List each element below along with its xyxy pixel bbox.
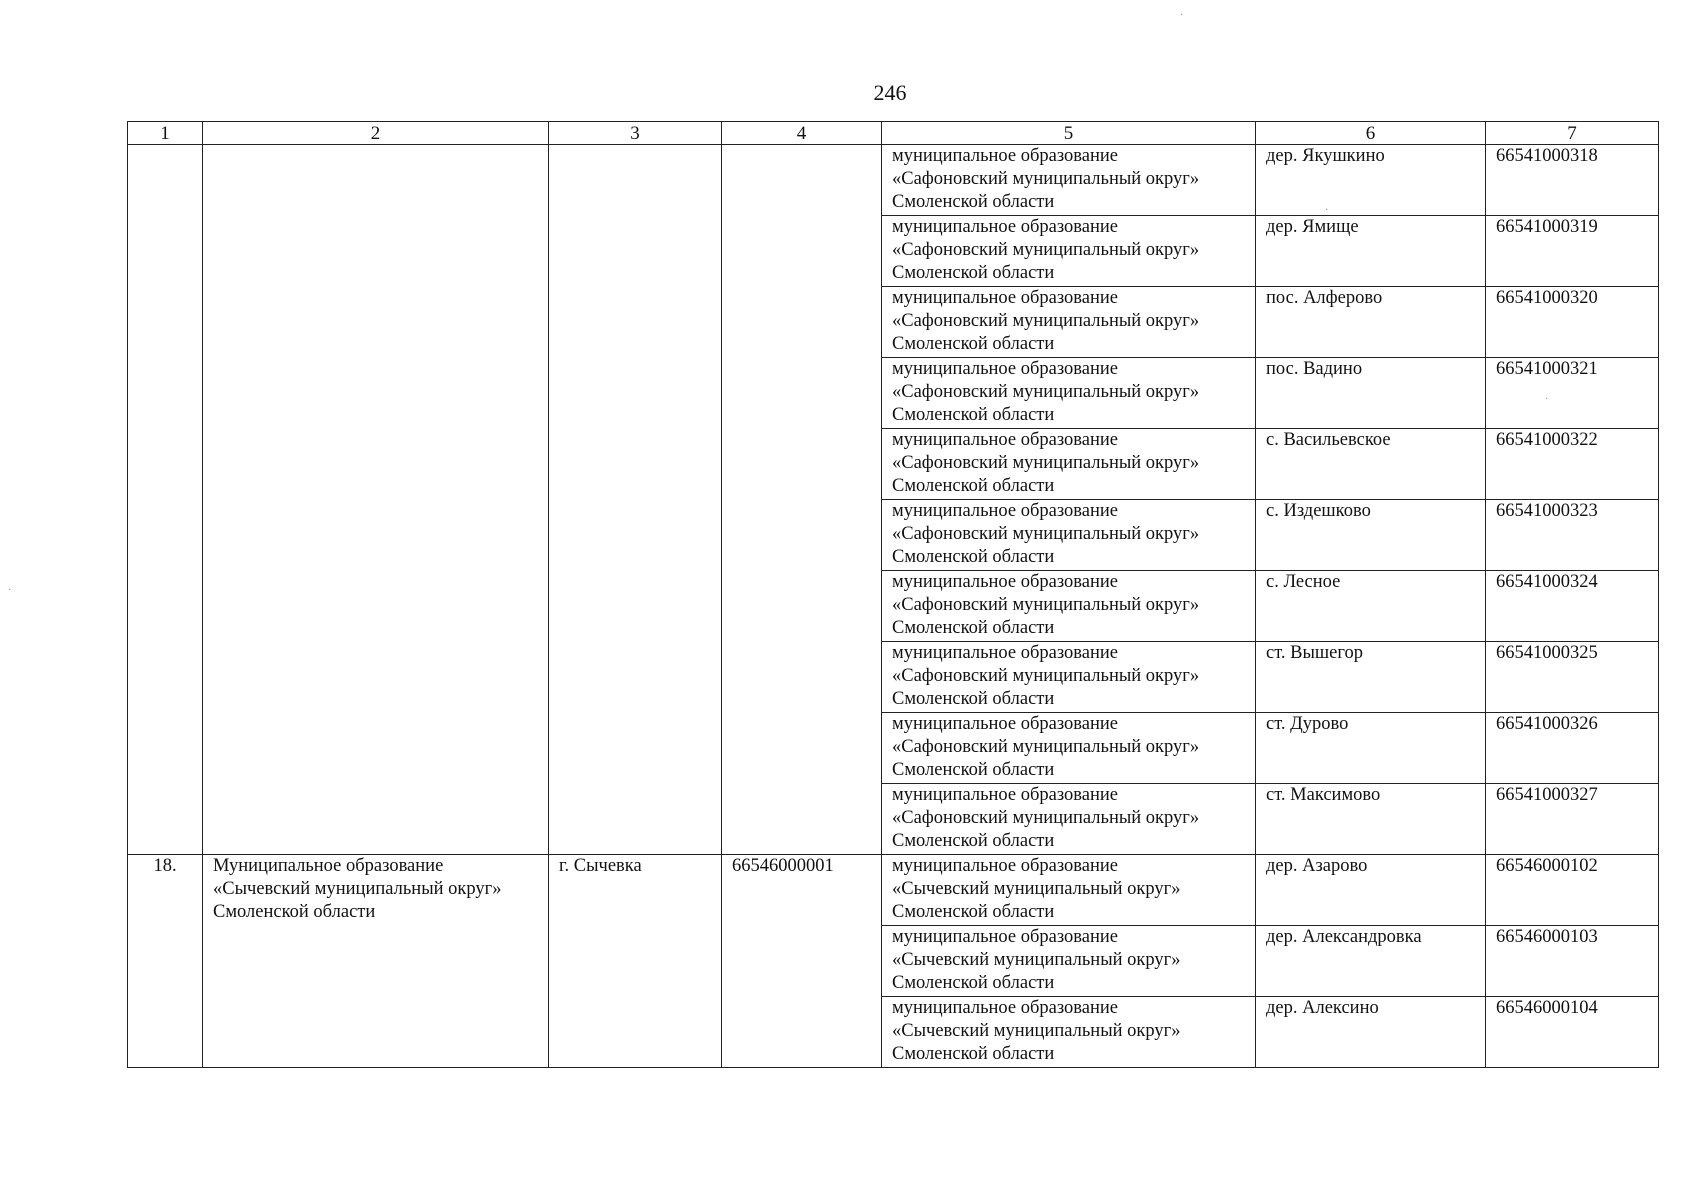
code-cell: 66541000325: [1486, 642, 1659, 713]
column-header: 7: [1486, 122, 1659, 145]
municipality-cell: муниципальное образование «Сафоновский муниципальный округ» Смоленской области: [882, 358, 1256, 429]
empty-center-cell: [549, 145, 722, 855]
page-number: 246: [873, 80, 907, 105]
code-cell: 66546000103: [1486, 926, 1659, 997]
column-header: 5: [882, 122, 1256, 145]
settlement-cell: с. Лесное: [1256, 571, 1486, 642]
code-cell: 66541000324: [1486, 571, 1659, 642]
municipality-cell: муниципальное образование «Сычевский муниципальный округ» Смоленской области: [882, 855, 1256, 926]
municipality-cell: муниципальное образование «Сафоновский муниципальный округ» Смоленской области: [882, 642, 1256, 713]
entry-center-code-cell: 66546000001: [722, 855, 882, 1068]
settlements-table: [127, 121, 1659, 1068]
settlement-cell: с. Издешково: [1256, 500, 1486, 571]
settlement-cell: пос. Вадино: [1256, 358, 1486, 429]
empty-number-cell: [128, 145, 203, 855]
settlement-cell: дер. Александровка: [1256, 926, 1486, 997]
column-header: 2: [203, 122, 549, 145]
settlement-cell: дер. Азарово: [1256, 855, 1486, 926]
municipality-cell: муниципальное образование «Сафоновский муниципальный округ» Смоленской области: [882, 287, 1256, 358]
column-header: 3: [549, 122, 722, 145]
settlement-cell: дер. Ямище: [1256, 216, 1486, 287]
municipality-cell: муниципальное образование «Сычевский муниципальный округ» Смоленской области: [882, 997, 1256, 1068]
code-cell: 66541000318: [1486, 145, 1659, 216]
settlement-cell: с. Васильевское: [1256, 429, 1486, 500]
scan-speck: ·: [8, 585, 12, 596]
settlement-cell: ст. Максимово: [1256, 784, 1486, 855]
municipality-cell: муниципальное образование «Сафоновский муниципальный округ» Смоленской области: [882, 713, 1256, 784]
code-cell: 66546000102: [1486, 855, 1659, 926]
municipality-cell: муниципальное образование «Сафоновский муниципальный округ» Смоленской области: [882, 571, 1256, 642]
table-row: [128, 145, 1659, 216]
scan-speck: ·: [1180, 10, 1184, 21]
code-cell: 66546000104: [1486, 997, 1659, 1068]
scan-speck: ·: [1325, 205, 1329, 216]
scan-speck: ·: [1545, 394, 1549, 405]
settlement-cell: ст. Вышегор: [1256, 642, 1486, 713]
code-cell: 66541000326: [1486, 713, 1659, 784]
column-header: 4: [722, 122, 882, 145]
municipality-cell: муниципальное образование «Сафоновский муниципальный округ» Смоленской области: [882, 216, 1256, 287]
column-header: 6: [1256, 122, 1486, 145]
settlement-cell: дер. Алексино: [1256, 997, 1486, 1068]
code-cell: 66541000327: [1486, 784, 1659, 855]
column-number-header-row: [128, 122, 1659, 145]
column-header: 1: [128, 122, 203, 145]
municipality-cell: муниципальное образование «Сафоновский муниципальный округ» Смоленской области: [882, 429, 1256, 500]
empty-name-cell: [203, 145, 549, 855]
code-cell: 66541000322: [1486, 429, 1659, 500]
municipality-cell: муниципальное образование «Сафоновский муниципальный округ» Смоленской области: [882, 784, 1256, 855]
code-cell: 66541000321: [1486, 358, 1659, 429]
entry-center-cell: г. Сычевка: [549, 855, 722, 1068]
code-cell: 66541000319: [1486, 216, 1659, 287]
settlement-cell: дер. Якушкино: [1256, 145, 1486, 216]
municipality-cell: муниципальное образование «Сафоновский муниципальный округ» Смоленской области: [882, 500, 1256, 571]
empty-center-code-cell: [722, 145, 882, 855]
settlement-cell: пос. Алферово: [1256, 287, 1486, 358]
code-cell: 66541000320: [1486, 287, 1659, 358]
municipality-cell: муниципальное образование «Сафоновский муниципальный округ» Смоленской области: [882, 145, 1256, 216]
entry-name-cell: Муниципальное образование «Сычевский муниципальный округ» Смоленской области: [203, 855, 549, 1068]
code-cell: 66541000323: [1486, 500, 1659, 571]
settlement-cell: ст. Дурово: [1256, 713, 1486, 784]
entry-number-cell: 18.: [128, 855, 203, 1068]
municipality-cell: муниципальное образование «Сычевский муниципальный округ» Смоленской области: [882, 926, 1256, 997]
table-row: [128, 855, 1659, 926]
